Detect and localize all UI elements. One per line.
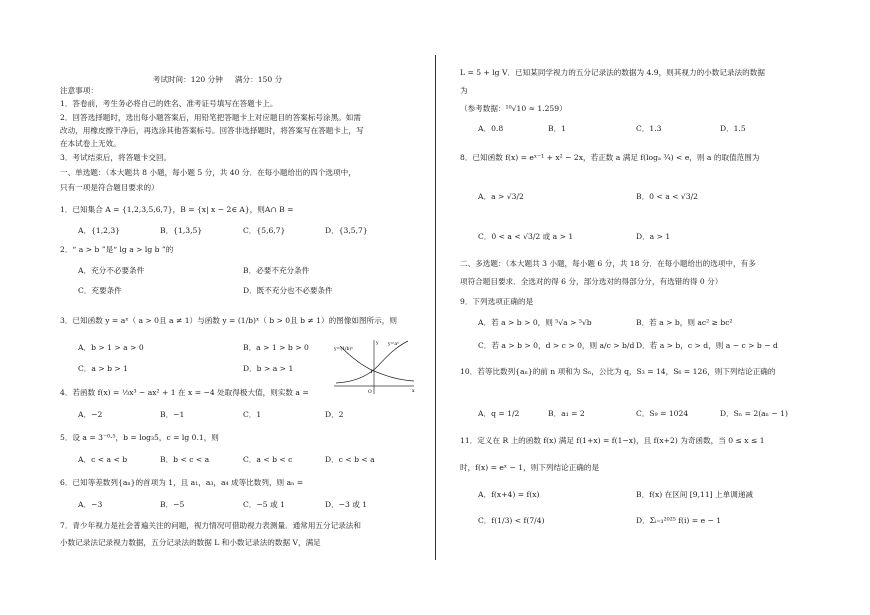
option[interactable]: A．a > √3/2	[478, 192, 524, 201]
question-stem: 7．青少年视力是社会普遍关注的问题，视力情况可借助视力表测量．通常用五分记录法和	[60, 521, 361, 530]
question-stem: 2．“ a > b ”是“ lg a > lg b ”的	[60, 245, 174, 254]
option[interactable]: A．充分不必要条件	[78, 266, 145, 275]
option[interactable]: D．2	[325, 410, 344, 419]
question-stem: 4．若函数 f(x) = ⅓x³ − ax² + 1 在 x = −4 处取得极大值，则实数 a =	[60, 388, 309, 397]
option[interactable]: D．Σᵢ₌₁²⁰²⁵ f(i) = e − 1	[636, 516, 722, 525]
question-stem: 8．已知函数 f(x) = eˣ⁻¹ + x² − 2x，若正数 a 满足 f(logₐ ¾) < e，则 a 的取值范围为	[460, 153, 760, 162]
section-title: 二、多选题：（本大题共 3 小题，每小题 6 分，共 18 分．在每小题给出的选项中，有多	[460, 259, 756, 268]
exam-header: 考试时间：120 分钟 满分：150 分	[152, 75, 283, 84]
notice-item: 1．答卷前，考生务必将自己的姓名、准考证号填写在答题卡上。	[60, 99, 278, 108]
option[interactable]: D．−3 或 1	[325, 500, 368, 509]
option[interactable]: A．−3	[78, 500, 103, 509]
option[interactable]: D．1.5	[720, 124, 746, 133]
question-stem: 为	[460, 86, 468, 95]
question-stem: 3．已知函数 y = aˣ（ a > 0且 a ≠ 1）与函数 y = (1/b)ˣ（ b > 0且 b ≠ 1）的图像如图所示，则	[60, 316, 397, 325]
option[interactable]: A．0.8	[478, 124, 504, 133]
question-stem: L = 5 + lg V．已知某同学视力的五分记录法的数据为 4.9，则其视力的小数记录法的数据	[460, 68, 765, 77]
option[interactable]: C．S₉ = 1024	[636, 409, 689, 418]
option[interactable]: C．1	[243, 410, 262, 419]
option[interactable]: B．{1,3,5}	[160, 226, 203, 235]
option[interactable]: A．b > 1 > a > 0	[78, 343, 144, 352]
notice-title: 注意事项：	[60, 86, 98, 95]
notice-item: 在本试卷上无效。	[60, 139, 121, 148]
option[interactable]: A．c < a < b	[78, 455, 128, 464]
option[interactable]: D．既不充分也不必要条件	[243, 286, 333, 295]
option[interactable]: D．Sₙ = 2(aₙ − 1)	[720, 409, 788, 418]
option[interactable]: A．f(x+4) = f(x)	[478, 490, 540, 499]
option[interactable]: B．f(x) 在区间 [9,11] 上单调递减	[636, 490, 754, 499]
question-stem: 11．定义在 R 上的函数 f(x) 满足 f(1+x) = f(1−x)，且 f(x+2) 为奇函数，当 0 ≤ x ≤ 1	[460, 436, 765, 445]
label-x: x	[412, 389, 415, 394]
question-stem: 10．若等比数列{aₙ}的前 n 项和为 Sₙ，公比为 q，S₃ = 14，S₆ = 126，则下列结论正确的	[460, 367, 776, 376]
option[interactable]: A．−2	[78, 410, 103, 419]
label-1: 1	[370, 370, 373, 375]
question-stem: 时，f(x) = eˣ − 1，则下列结论正确的是	[460, 463, 600, 472]
option[interactable]: B．必要不充分条件	[243, 266, 310, 275]
section-title: 项符合题目要求．全选对的得 6 分，部分选对的得部分分，有选错的得 0 分）	[460, 277, 723, 286]
option[interactable]: A．若 a > b > 0，则 ⁵√a > ⁵√b	[478, 318, 592, 327]
label-o: O	[368, 390, 372, 395]
option[interactable]: D．{3,5,7}	[325, 226, 368, 235]
question-stem: 9．下列选项正确的是	[460, 297, 534, 306]
option[interactable]: A．q = 1/2	[478, 409, 520, 418]
label-ax: y=aˣ	[388, 342, 399, 347]
option[interactable]: C．a > b > 1	[78, 364, 129, 373]
question-stem: 1．已知集合 A = {1,2,3,5,6,7}，B = {x| x − 2∈ A}，则A∩ B =	[60, 205, 294, 214]
option[interactable]: C．f(1/3) < f(7/4)	[478, 516, 545, 525]
option[interactable]: D．b > a > 1	[243, 364, 294, 373]
notice-item: 改动，用橡皮擦干净后，再选涂其他答案标号。回答非选择题时，将答案写在答题卡上，写	[60, 126, 364, 135]
option[interactable]: B．b < c < a	[160, 455, 210, 464]
option[interactable]: B．1	[548, 124, 567, 133]
option[interactable]: D．若 a > b，c > d，则 a − c > b − d	[636, 341, 778, 350]
option[interactable]: B．−1	[160, 410, 185, 419]
option[interactable]: C．a < b < c	[243, 455, 293, 464]
option[interactable]: B．0 < a < √3/2	[636, 192, 698, 201]
option[interactable]: C．0 < a < √3/2 或 a > 1	[478, 232, 574, 241]
reference-data: （参考数据：¹⁰√10 ≈ 1.259）	[460, 104, 567, 113]
option[interactable]: B．若 a > b，则 ac² ≥ bc²	[636, 318, 733, 327]
option[interactable]: C．若 a > b > 0，d > c > 0，则 a/c > b/d	[478, 341, 635, 350]
question-stem: 5．设 a = 3⁻⁰·⁵，b = log₃5，c = lg 0.1，则	[60, 433, 219, 442]
notice-item: 3．考试结束后，将答题卡交回。	[60, 153, 172, 162]
section-title: 只有一项是符合题目要求的）	[60, 183, 159, 192]
option[interactable]: D．c < b < a	[325, 455, 375, 464]
option[interactable]: B．−5	[160, 500, 185, 509]
option[interactable]: C．{5,6,7}	[243, 226, 286, 235]
option[interactable]: B．a > 1 > b > 0	[243, 343, 309, 352]
option[interactable]: C．−5 或 1	[243, 500, 285, 509]
option[interactable]: C．1.3	[636, 124, 662, 133]
option[interactable]: C．充要条件	[78, 286, 122, 295]
option[interactable]: A．{1,2,3}	[78, 226, 121, 235]
function-graph	[330, 338, 418, 396]
notice-item: 2．回答选择题时，选出每小题答案后，用铅笔把答题卡上对应题目的答案标号涂黑。如需	[60, 113, 361, 122]
option[interactable]: B．a₁ = 2	[548, 409, 585, 418]
label-y: y	[376, 341, 379, 346]
question-stem: 6．已知等差数列{aₙ}的首项为 1，且 a₁，a₃，a₄ 成等比数列，则 aₙ =	[60, 478, 304, 487]
section-title: 一、单选题：（本大题共 8 小题，每小题 5 分，共 40 分．在每小题给出的四个选项中，	[60, 168, 356, 177]
question-stem: 小数记录法记录视力数据，五分记录法的数据 L 和小数记录法的数据 V，满足	[60, 538, 321, 547]
label-bx: y=(1/b)ˣ	[334, 347, 353, 352]
column-divider	[435, 55, 436, 560]
option[interactable]: D．a > 1	[636, 232, 671, 241]
